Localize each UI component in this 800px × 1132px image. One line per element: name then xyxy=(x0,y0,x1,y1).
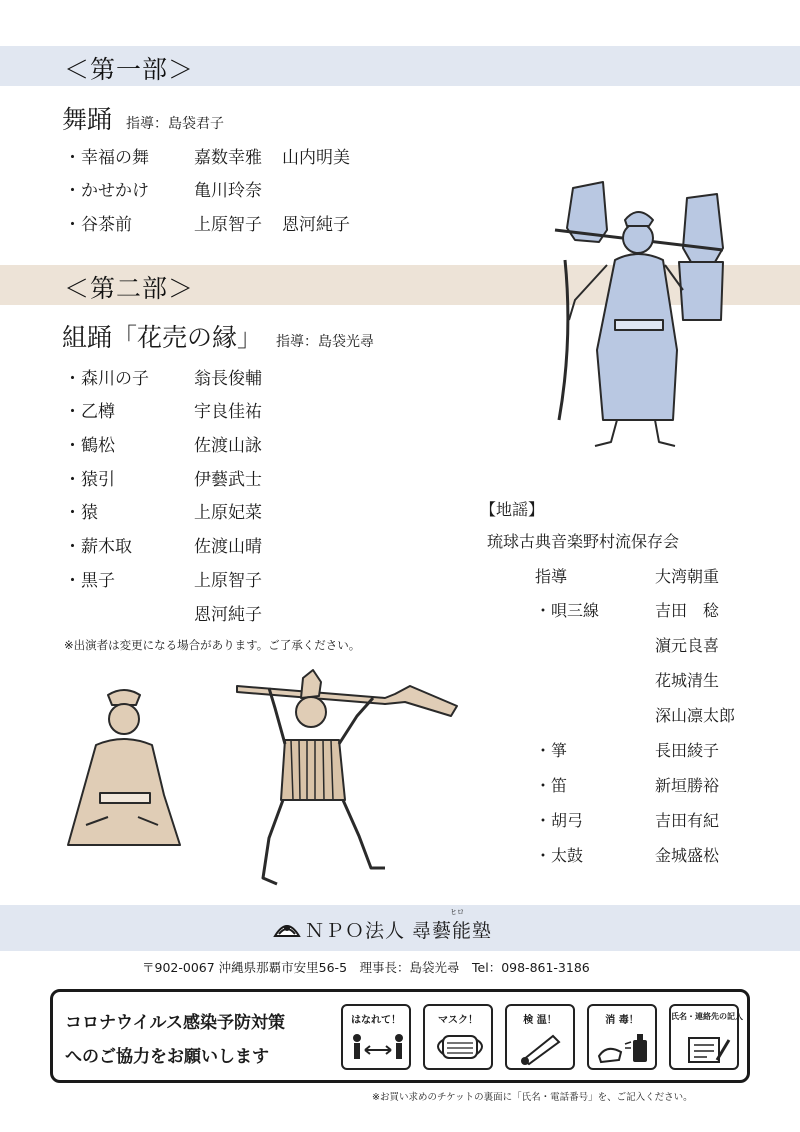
cast-role: ・猿引 xyxy=(64,470,115,490)
cast-name: 亀川玲奈 xyxy=(194,181,262,201)
organization-logo-icon xyxy=(271,914,303,942)
jiutai-organization: 琉球古典音楽野村流保存会 xyxy=(487,532,680,551)
part2-director: 指導：島袋光尋 xyxy=(276,334,375,350)
musician-name: 吉田有紀 xyxy=(655,811,720,830)
musician-name: 濵元良喜 xyxy=(655,636,720,655)
cast-role: ・乙樽 xyxy=(64,402,115,422)
part1-director: 指導：島袋君子 xyxy=(126,116,225,132)
cast-name: 佐渡山詠 xyxy=(194,436,262,456)
cast-name: 山内明美 xyxy=(282,148,350,168)
firewood-carrier-illustration xyxy=(545,170,730,455)
sanitizer-icon xyxy=(595,1030,653,1066)
cast-name: 恩河純子 xyxy=(194,605,262,625)
cast-name: 翁長俊輔 xyxy=(194,369,262,389)
cast-change-note: ※出演者は変更になる場合があります。ご了承ください。 xyxy=(64,638,361,652)
ticket-footnote: ※お買い求めのチケットの裏面に「氏名・電話番号」を、ご記入ください。 xyxy=(372,1092,693,1103)
cast-name: 伊藝武士 xyxy=(194,470,262,490)
musician-name: 深山凛太郎 xyxy=(655,706,736,725)
musician-name: 花城清生 xyxy=(655,671,720,690)
part1-section-head xyxy=(62,100,224,136)
musician-role: ・太鼓 xyxy=(535,846,584,865)
pictogram-label: 消 毒！ xyxy=(605,1015,639,1026)
musician-name: 新垣勝裕 xyxy=(655,776,720,795)
covid-line-1: コロナウイルス感染予防対策 xyxy=(65,1013,285,1033)
pictogram-label: はなれて！ xyxy=(351,1015,401,1026)
part2-title: ＜第二部＞ xyxy=(64,274,195,303)
hoe-dancer-illustration xyxy=(235,668,465,893)
pictogram-mask xyxy=(423,1004,493,1070)
musician-role: 指導 xyxy=(535,567,568,586)
cast-name: 宇良佳祐 xyxy=(194,402,262,422)
cast-role: ・かせかけ xyxy=(64,181,149,201)
cast-role: ・薪木取 xyxy=(64,537,132,557)
cast-role: ・猿 xyxy=(64,503,98,523)
pictogram-sanitize xyxy=(587,1004,657,1070)
kneeling-dancer-illustration xyxy=(60,685,185,865)
musician-role: ・胡弓 xyxy=(535,811,584,830)
cast-name: 嘉数幸雅 xyxy=(194,148,262,168)
pictogram-temperature xyxy=(505,1004,575,1070)
musician-role: ・箏 xyxy=(535,741,568,760)
organization-ruby: ヒロ xyxy=(450,908,464,916)
cast-name: 上原妃菜 xyxy=(194,503,262,523)
jiutai-heading: 【地謡】 xyxy=(480,500,545,519)
musician-role: ・笛 xyxy=(535,776,568,795)
cast-role: ・谷茶前 xyxy=(64,215,132,235)
thermometer-icon xyxy=(513,1030,571,1066)
part2-section-head xyxy=(62,318,374,354)
musician-role: ・唄三線 xyxy=(535,601,600,620)
form-icon xyxy=(677,1030,735,1066)
pictogram-label: 検 温！ xyxy=(523,1015,557,1026)
pictogram-register xyxy=(669,1004,743,1070)
musician-name: 大湾朝重 xyxy=(655,567,720,586)
cast-name: 佐渡山晴 xyxy=(194,537,262,557)
musician-name: 吉田 稔 xyxy=(655,601,720,620)
musician-name: 長田綾子 xyxy=(655,741,720,760)
part1-title: ＜第一部＞ xyxy=(64,55,195,84)
musician-name: 金城盛松 xyxy=(655,846,720,865)
cast-role: ・黒子 xyxy=(64,571,115,591)
cast-role: ・森川の子 xyxy=(64,369,149,389)
pictogram-label: 氏名・連絡先の記入 xyxy=(671,1012,743,1021)
mask-icon xyxy=(431,1030,489,1066)
pictogram-label: マスク！ xyxy=(438,1015,478,1026)
covid-measures-box xyxy=(50,989,750,1083)
pictogram-distance xyxy=(341,1004,411,1070)
cast-name: 上原智子 xyxy=(194,215,262,235)
covid-line-2: へのご協力をお願いします xyxy=(65,1047,269,1067)
cast-name: 上原智子 xyxy=(194,571,262,591)
part2-section-title: 組踊「花売の縁」 xyxy=(62,323,263,352)
cast-role: ・幸福の舞 xyxy=(64,148,149,168)
organization-name: ＮＰＯ法人 尋藝能塾 xyxy=(305,920,493,942)
address-line: 〒902-0067 沖縄県那覇市安里56-5 理事長：島袋光尋 Tel：098-861-3186 xyxy=(142,960,590,975)
distance-icon xyxy=(349,1030,407,1066)
cast-name: 恩河純子 xyxy=(282,215,350,235)
part1-section-title: 舞踊 xyxy=(62,105,113,134)
cast-role: ・鶴松 xyxy=(64,436,115,456)
